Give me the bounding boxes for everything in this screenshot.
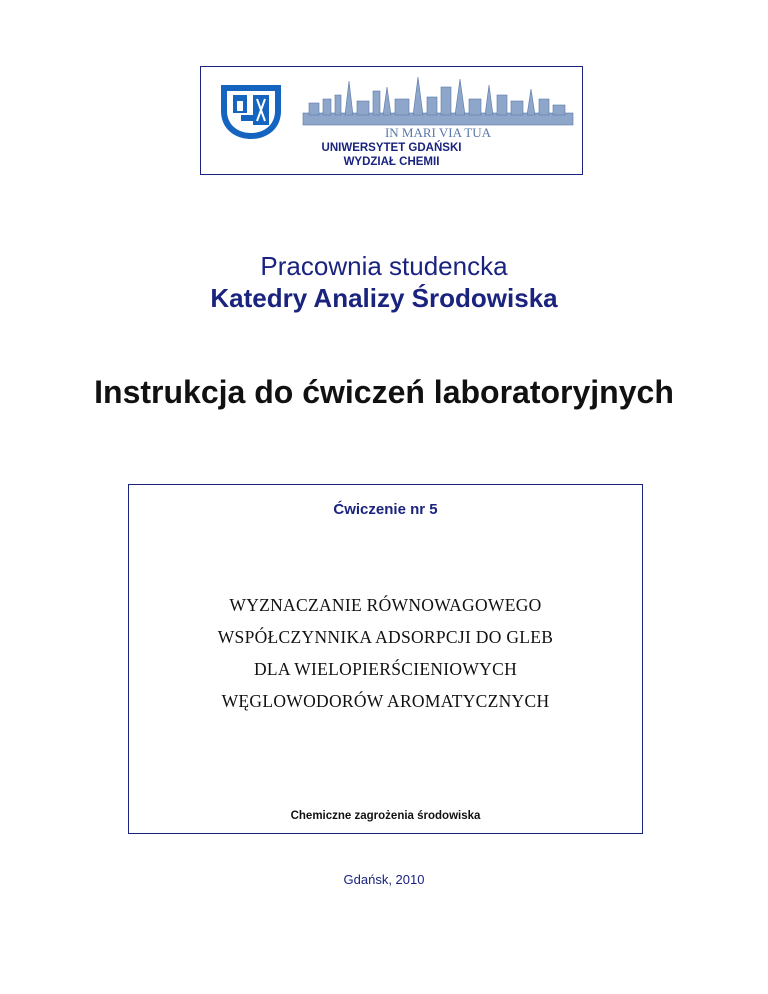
lab-title bbox=[0, 250, 768, 314]
place-date: Gdańsk, 2010 bbox=[343, 872, 425, 887]
exercise-title-line: WYZNACZANIE RÓWNOWAGOWEGO bbox=[229, 595, 542, 615]
lab-title-line1: Pracownia studencka bbox=[260, 251, 508, 281]
university-logo-icon bbox=[219, 81, 283, 141]
university-name-block bbox=[201, 141, 582, 169]
faculty-name: WYDZIAŁ CHEMII bbox=[343, 156, 440, 168]
document-title: Instrukcja do ćwiczeń laboratoryjnych bbox=[94, 374, 674, 410]
university-name: UNIWERSYTET GDAŃSKI bbox=[321, 142, 462, 154]
header-box bbox=[200, 66, 583, 175]
motto-text: IN MARI VIA TUA bbox=[384, 125, 492, 140]
exercise-title bbox=[129, 589, 642, 717]
exercise-title-line: WĘGLOWODORÓW AROMATYCZNYCH bbox=[221, 691, 550, 711]
exercise-title-line: DLA WIELOPIERŚCIENIOWYCH bbox=[253, 659, 518, 679]
gdansk-skyline-icon bbox=[299, 73, 577, 141]
course-name: Chemiczne zagrożenia środowiska bbox=[290, 810, 481, 822]
exercise-box bbox=[128, 484, 643, 834]
lab-title-line2: Katedry Analizy Środowiska bbox=[210, 283, 558, 313]
exercise-title-line: WSPÓŁCZYNNIKA ADSORPCJI DO GLEB bbox=[217, 627, 554, 647]
exercise-label: Ćwiczenie nr 5 bbox=[333, 501, 438, 518]
